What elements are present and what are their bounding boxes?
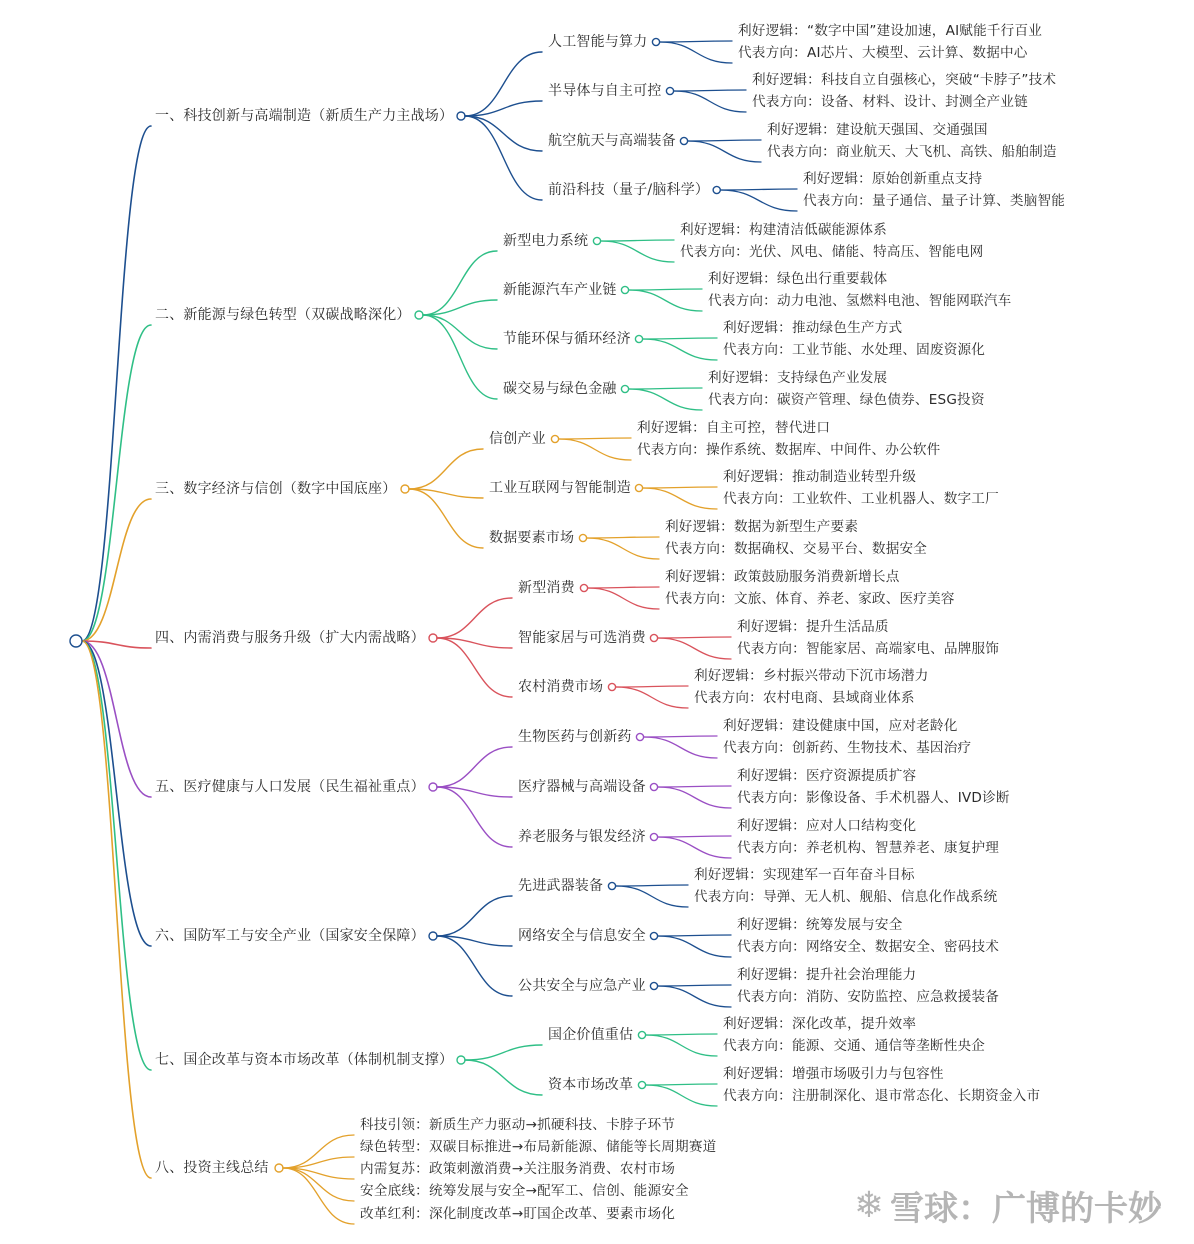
leaf-connector <box>616 686 688 687</box>
branch-connector <box>409 449 483 489</box>
branch-connector <box>423 315 497 399</box>
leaf-connector <box>629 290 702 311</box>
topic-label: 网络安全与信息安全 <box>518 928 646 944</box>
section-label: 一、科技创新与高端制造（新质生产力主战场） <box>155 108 454 124</box>
leaf-connector <box>658 985 731 986</box>
topic-label: 半导体与自主可控 <box>548 83 662 99</box>
topic-label: 人工智能与算力 <box>548 34 648 50</box>
leaf-connector <box>688 140 761 141</box>
section-label: 二、新能源与绿色转型（双碳战略深化） <box>155 307 411 323</box>
branch-connector <box>437 896 512 936</box>
topic-label: 新型消费 <box>518 580 575 596</box>
summary-item: 安全底线：统筹发展与安全→配军工、信创、能源安全 <box>360 1183 689 1199</box>
leaf-label: 代表方向：文旅、体育、养老、家政、医疗美容 <box>665 591 955 607</box>
leaf-label: 利好逻辑：建设航天强国、交通强国 <box>767 122 988 138</box>
watermark <box>854 1181 1162 1230</box>
topic-node <box>650 932 657 939</box>
topic-label: 工业互联网与智能制造 <box>489 480 631 496</box>
leaf-connector <box>721 190 797 211</box>
leaf-connector <box>660 41 732 42</box>
topic-node <box>636 733 643 740</box>
leaf-connector <box>587 537 659 538</box>
topic-node <box>650 833 657 840</box>
leaf-connector <box>629 388 702 389</box>
topic-node <box>579 534 586 541</box>
summary-item: 科技引领：新质生产力驱动→抓硬科技、卡脖子环节 <box>360 1117 676 1133</box>
leaf-connector <box>643 487 717 488</box>
leaf-label: 利好逻辑：构建清洁低碳能源体系 <box>680 222 887 238</box>
leaf-connector <box>629 289 702 290</box>
leaf-label: 利好逻辑：建设健康中国，应对老龄化 <box>723 718 958 734</box>
leaf-label: 代表方向：操作系统、数据库、中间件、办公软件 <box>637 442 941 458</box>
leaf-connector <box>559 439 631 460</box>
leaf-label: 利好逻辑：支持绿色产业发展 <box>708 370 888 386</box>
leaf-connector <box>616 687 688 708</box>
leaf-connector <box>643 488 717 509</box>
leaf-connector <box>629 389 702 410</box>
section-label: 六、国防军工与安全产业（国家安全保障） <box>155 928 425 944</box>
summary-item: 内需复苏：政策刺激消费→关注服务消费、农村市场 <box>360 1161 676 1177</box>
leaf-connector <box>601 240 674 241</box>
leaf-label: 利好逻辑：原始创新重点支持 <box>803 171 983 187</box>
leaf-label: 利好逻辑：乡村振兴带动下沉市场潜力 <box>694 668 929 684</box>
section-connector <box>82 499 151 641</box>
leaf-label: 利好逻辑：应对人口结构变化 <box>737 818 917 834</box>
section-label: 七、国企改革与资本市场改革（体制机制支撑） <box>155 1052 454 1068</box>
topic-node <box>666 87 673 94</box>
topic-node <box>621 385 628 392</box>
topic-node <box>593 237 600 244</box>
topic-node <box>650 634 657 641</box>
leaf-label: 利好逻辑：数据为新型生产要素 <box>665 519 859 535</box>
leaf-connector <box>658 836 731 837</box>
leaf-label: 代表方向：工业节能、水处理、固废资源化 <box>723 342 986 358</box>
summary-item: 改革红利：深化制度改革→盯国企改革、要素市场化 <box>360 1206 676 1222</box>
topic-node <box>635 484 642 491</box>
branch-connector <box>423 315 497 349</box>
leaf-label: 代表方向：影像设备、手术机器人、IVD诊断 <box>737 790 1010 806</box>
topic-label: 生物医药与创新药 <box>518 729 632 745</box>
section-label: 四、内需消费与服务升级（扩大内需战略） <box>155 630 425 646</box>
leaf-label: 利好逻辑：医疗资源提质扩容 <box>737 768 917 784</box>
section-node <box>415 311 423 319</box>
leaf-connector <box>658 638 731 659</box>
leaf-connector <box>646 1034 717 1035</box>
leaf-connector <box>658 837 731 858</box>
topic-node <box>680 137 687 144</box>
branch-connector <box>423 251 497 315</box>
topic-label: 养老服务与银发经济 <box>518 829 646 845</box>
leaf-label: 利好逻辑：增强市场吸引力与包容性 <box>723 1066 944 1082</box>
topic-label: 碳交易与绿色金融 <box>503 381 617 397</box>
section-node <box>429 932 437 940</box>
section-label: 五、医疗健康与人口发展（民生福祉重点） <box>155 779 425 795</box>
topic-node <box>580 584 587 591</box>
leaf-label: 利好逻辑：科技自立自强核心，突破“卡脖子”技术 <box>752 72 1057 88</box>
leaf-connector <box>658 786 731 787</box>
leaf-connector <box>688 141 761 162</box>
topic-label: 前沿科技（量子/脑科学） <box>548 182 710 198</box>
branch-connector <box>437 747 512 787</box>
section-connector <box>82 641 151 797</box>
leaf-label: 利好逻辑：提升生活品质 <box>737 619 889 635</box>
leaf-connector <box>660 42 732 63</box>
section-connector <box>82 126 151 641</box>
leaf-label: 代表方向：消防、安防监控、应急救援装备 <box>737 989 1000 1005</box>
leaf-label: 代表方向：工业软件、工业机器人、数字工厂 <box>723 491 999 507</box>
topic-node <box>621 286 628 293</box>
section-node <box>429 634 437 642</box>
leaf-label: 利好逻辑：自主可控，替代进口 <box>637 420 831 436</box>
topic-label: 农村消费市场 <box>518 679 604 695</box>
branch-connector <box>465 1045 542 1060</box>
leaf-connector <box>658 787 731 808</box>
leaf-connector <box>587 538 659 559</box>
section-connector <box>82 641 151 1070</box>
leaf-connector <box>658 637 731 638</box>
leaf-connector <box>658 936 731 957</box>
leaf-connector <box>588 587 659 588</box>
leaf-connector <box>658 935 731 936</box>
leaf-label: 代表方向：智能家居、高端家电、品牌服饰 <box>737 641 1000 657</box>
topic-label: 医疗器械与高端设备 <box>518 779 646 795</box>
topic-label: 信创产业 <box>489 431 546 447</box>
leaf-connector <box>588 588 659 609</box>
leaf-label: 代表方向：农村电商、县域商业体系 <box>694 690 915 706</box>
leaf-label: 利好逻辑：实现建军一百年奋斗目标 <box>694 867 915 883</box>
leaf-label: 代表方向：导弹、无人机、舰船、信息化作战系统 <box>694 889 998 905</box>
leaf-connector <box>616 885 688 886</box>
leaf-label: 利好逻辑：政策鼓励服务消费新增长点 <box>665 569 900 585</box>
topic-node <box>650 982 657 989</box>
leaf-label: 代表方向：商业航天、大飞机、高铁、船舶制造 <box>767 144 1057 160</box>
topic-label: 公共安全与应急产业 <box>518 978 646 994</box>
leaf-label: 利好逻辑：绿色出行重要载体 <box>708 271 888 287</box>
root-node <box>70 635 82 647</box>
leaf-label: 代表方向：AI芯片、大模型、云计算、数据中心 <box>738 45 1028 61</box>
branch-connector <box>437 598 512 638</box>
topic-label: 航空航天与高端装备 <box>548 133 676 149</box>
topic-node <box>652 38 659 45</box>
branch-connector <box>465 52 542 116</box>
section-node <box>275 1164 283 1172</box>
topic-label: 数据要素市场 <box>489 530 575 546</box>
leaf-connector <box>721 189 797 190</box>
section-node <box>429 783 437 791</box>
summary-item: 绿色转型：双碳目标推进→布局新能源、储能等长周期赛道 <box>360 1139 717 1155</box>
leaf-label: 利好逻辑：统筹发展与安全 <box>737 917 903 933</box>
snowball-logo-icon: ❄ <box>853 1185 884 1226</box>
leaf-label: 利好逻辑：推动绿色生产方式 <box>723 320 903 336</box>
leaf-label: 代表方向：光伏、风电、储能、特高压、智能电网 <box>680 244 984 260</box>
leaf-connector <box>646 1085 717 1106</box>
topic-node <box>638 1031 645 1038</box>
branch-connector <box>465 116 542 151</box>
leaf-connector <box>559 438 631 439</box>
leaf-connector <box>646 1084 717 1085</box>
leaf-label: 代表方向：数据确权、交易平台、数据安全 <box>665 541 928 557</box>
topic-label: 国企价值重估 <box>548 1027 634 1043</box>
leaf-label: 代表方向：注册制深化、退市常态化、长期资金入市 <box>723 1088 1041 1104</box>
leaf-label: 代表方向：能源、交通、通信等垄断性央企 <box>723 1038 986 1054</box>
leaf-label: 代表方向：设备、材料、设计、封测全产业链 <box>752 94 1028 110</box>
topic-node <box>713 186 720 193</box>
leaf-connector <box>644 736 717 737</box>
leaf-label: 代表方向：创新药、生物技术、基因治疗 <box>723 740 972 756</box>
section-node <box>457 112 465 120</box>
branch-connector <box>465 116 542 200</box>
leaf-connector <box>616 886 688 907</box>
leaf-label: 代表方向：量子通信、量子计算、类脑智能 <box>803 193 1066 209</box>
branch-connector <box>465 1060 542 1095</box>
leaf-connector <box>643 338 717 339</box>
watermark-text: 雪球：广博的卡妙 <box>890 1189 1162 1229</box>
leaf-label: 代表方向：养老机构、智慧养老、康复护理 <box>737 840 1000 856</box>
leaf-connector <box>674 90 746 91</box>
leaf-label: 利好逻辑：提升社会治理能力 <box>737 967 917 983</box>
topic-node <box>608 882 615 889</box>
leaf-connector <box>644 737 717 758</box>
topic-node <box>650 783 657 790</box>
topic-node <box>551 435 558 442</box>
topic-node <box>638 1081 645 1088</box>
section-node <box>401 485 409 493</box>
topic-label: 新型电力系统 <box>503 233 589 249</box>
topic-node <box>608 683 615 690</box>
leaf-label: 利好逻辑：推动制造业转型升级 <box>723 469 917 485</box>
topic-node <box>635 335 642 342</box>
topic-label: 先进武器装备 <box>518 878 604 894</box>
section-node <box>457 1056 465 1064</box>
leaf-connector <box>601 241 674 262</box>
topic-label: 节能环保与循环经济 <box>503 331 631 347</box>
leaf-connector <box>658 986 731 1007</box>
leaf-connector <box>674 91 746 112</box>
leaf-label: 代表方向：网络安全、数据安全、密码技术 <box>737 939 1000 955</box>
leaf-label: 利好逻辑：“数字中国”建设加速，AI赋能千行百业 <box>738 23 1043 39</box>
topic-label: 资本市场改革 <box>548 1077 634 1093</box>
topic-label: 智能家居与可选消费 <box>518 630 646 646</box>
section-label: 八、投资主线总结 <box>155 1160 269 1176</box>
summary-connector <box>283 1168 354 1224</box>
leaf-connector <box>643 339 717 360</box>
topic-label: 新能源汽车产业链 <box>503 282 617 298</box>
leaf-connector <box>646 1035 717 1056</box>
leaf-label: 代表方向：动力电池、氢燃料电池、智能网联汽车 <box>708 293 1012 309</box>
section-label: 三、数字经济与信创（数字中国底座） <box>155 481 397 497</box>
leaf-label: 代表方向：碳资产管理、绿色债券、ESG投资 <box>708 392 985 408</box>
leaf-label: 利好逻辑：深化改革，提升效率 <box>723 1016 917 1032</box>
